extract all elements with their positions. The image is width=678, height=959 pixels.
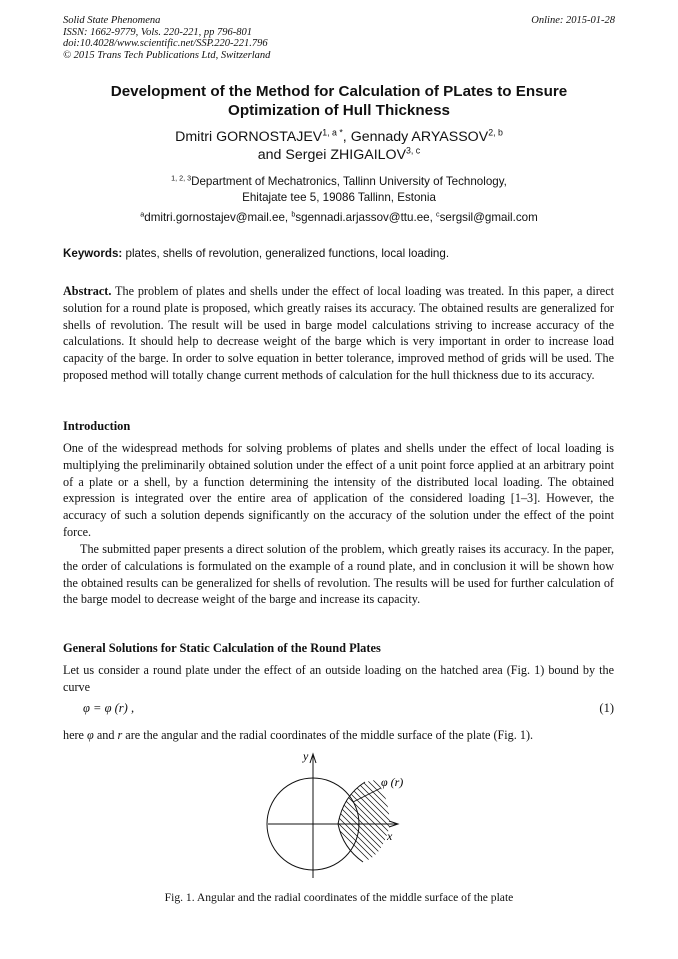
keywords-text: plates, shells of revolution, generalized functions, local loading. [122,247,450,260]
introduction-paragraph-1: One of the widespread methods for solving problems of plates and shells under the effect of local loading is multiplying the preliminarily obtained solution under the effect of a unit point force applied at an arbitrary point of a plate or a shell, by a function determining the intensity of the distributed local loading. The obtained expression is integrated over the entire area of application of the considered loading [1–3]. However, the accuracy of such a solution depends significantly on the accuracy of the solution under the effect of the point force. [63,441,614,539]
email-a-sup: a [140,209,145,219]
email-list [63,210,615,226]
equation-1 [63,700,614,716]
email-b[interactable]: sgennadi.arjassov@ttu.ee, [295,211,437,224]
doi-link[interactable]: doi:10.4028/www.scientific.net/SSP.220-221.796 [63,38,268,49]
email-b-sup: b [291,209,296,219]
email-a[interactable]: dmitri.gornostajev@mail.ee, [144,211,292,224]
affiliation-line-1 [63,174,615,190]
affiliation-text-1: Department of Mechatronics, Tallinn University of Technology, [191,175,507,188]
author-list [63,128,615,164]
abstract-text: The problem of plates and shells under the effect of local loading was treated. In this paper, a direct solution for a round plate is proposed, which greatly raises its accuracy. The obtained results are generalized for shells of revolution. The result will be used in barge model calculations striving to increase accuracy of the calculations. It should help to decrease weight of the barge which is very important in order to increase load capacity of the barge. In order to solve equation in better tolerance, improved method of grids will be used. The proposed method will totally change current methods of calculation for the hull thickness due to its accuracy. [63,284,614,382]
author-2-name: Gennady ARYASSOV [350,129,489,145]
online-date: Online: 2015-01-28 [531,15,615,26]
affiliation [63,174,615,206]
introduction-paragraph-2: The submitted paper presents a direct solution of the problem, which greatly raises its accuracy. In the paper, the order of calculations is formulated on the example of a round plate, and in conclusion it will be shown how the obtained results can be generalized for shells of revolution. The results will be used for further calculation of the barge model to decrease weight of the barge and increase its capacity. [63,542,614,607]
r-symbol: r [117,728,123,742]
general-paragraph-2 [63,727,614,744]
authors-line-1 [63,128,615,146]
journal-name: Solid State Phenomena [63,15,161,26]
email-c-sup: c [436,209,440,219]
author-1-sup: 1, a * [322,127,343,138]
general-p2-a: here [63,728,88,742]
general-solutions-heading: General Solutions for Static Calculation of the Round Plates [63,641,381,655]
keywords [63,246,615,262]
author-3-name: Sergei ZHIGAILOV [285,147,407,163]
abstract-label: Abstract. [63,284,112,298]
introduction-heading: Introduction [63,419,131,433]
affiliation-sup: 1, 2, 3 [171,173,192,183]
issn-line: ISSN: 1662-9779, Vols. 220-221, pp 796-801 [63,26,252,38]
author-and: and [257,147,286,163]
email-c[interactable]: sergsil@gmail.com [439,211,538,224]
equation-1-number: (1) [599,701,614,715]
paper-title [63,82,615,120]
phi-symbol: φ [87,728,94,742]
title-line-1: Development of the Method for Calculation of PLates to Ensure [110,83,568,100]
title-line-2: Optimization of Hull Thickness [228,102,450,119]
author-2-sup: 2, b [488,127,503,138]
general-paragraph-1: Let us consider a round plate under the effect of an outside loading on the hatched area (Fig. 1) bound by the curve [63,663,614,694]
authors-line-2 [63,146,615,164]
label-x: x [387,829,393,843]
author-1-name: Dmitri GORNOSTAJEV [175,129,323,145]
general-p2-b: and [93,728,118,742]
label-phi-r: φ (r) [381,775,404,789]
copyright-line: © 2015 Trans Tech Publications Ltd, Switzerland [63,49,271,61]
author-separator: , [342,129,351,145]
curve-leader-line [353,788,381,802]
figure-1-caption: Fig. 1. Angular and the radial coordinates of the middle surface of the plate [164,891,514,904]
hatched-loading-area [323,744,403,884]
journal-header [63,15,270,61]
equation-1-formula: φ = φ (r) , [83,701,135,715]
figure-1-diagram [263,744,423,884]
general-p2-c: are the angular and the radial coordinates of the middle surface of the plate (Fig. 1). [122,728,534,742]
abstract [63,283,614,384]
author-3-sup: 3, c [406,145,421,156]
affiliation-line-2: Ehitajate tee 5, 19086 Tallinn, Estonia [242,191,436,204]
keywords-label: Keywords: [63,247,123,260]
label-y: y [303,749,309,763]
